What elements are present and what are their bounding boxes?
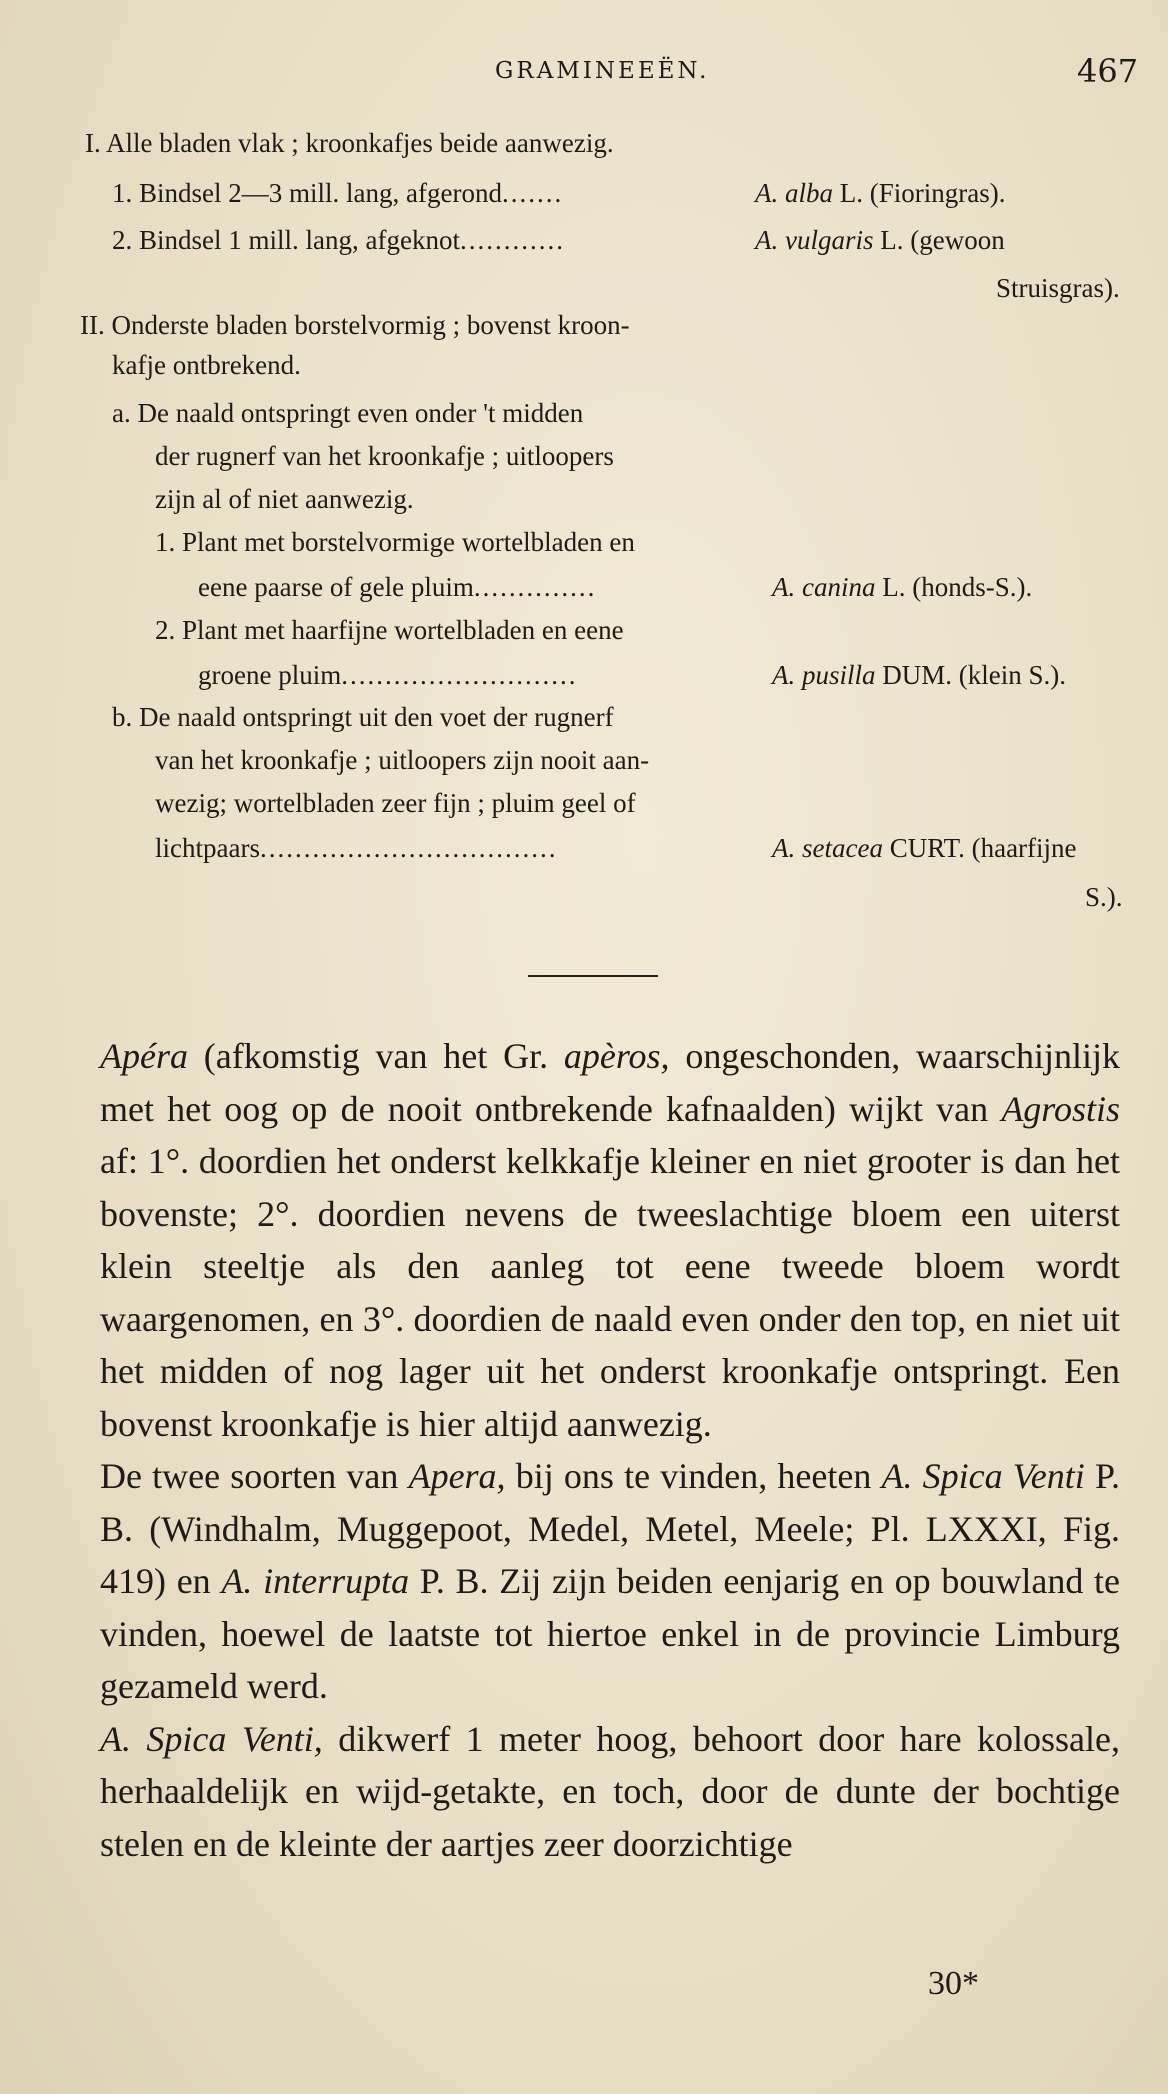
key-taxon-line [772,833,1077,864]
key-line [155,833,557,864]
taxon-author: DUM. [882,660,953,690]
common-name: (haarfijne [971,833,1077,863]
key-label: II. [80,310,105,340]
paragraph-spica-venti: A. Spica Venti, dikwerf 1 meter hoog, behoort door hare kolossale, herhaaldelijk en wijd-getakte, en toch, door de dunte der bochtige stelen en de kleinte der aartjes zeer doorzichtige [100,1718,1120,1864]
leader-dots: .................................. [259,833,558,863]
key-label: 2. [112,225,133,255]
key-line [112,225,565,256]
common-name: (klein S.). [958,660,1067,690]
key-line [996,273,1120,304]
common-name: (honds-S.). [912,572,1033,602]
key-line [85,128,614,159]
key-text: kafje ontbrekend. [112,350,301,380]
key-line [80,310,630,341]
taxon-author: L. [882,572,906,602]
key-taxon-line [755,178,1005,209]
page-header [0,52,1168,92]
leader-dots: ............ [459,225,565,255]
paragraph-apera: Apéra (afkomstig van het Gr. apèros, ongeschonden, waarschijnlijk met het oog op de nooit ontbrekende kafnaalden) wijkt van Agrostis af: 1°. doordien het onderst kelkkafje kleiner en niet grooter is dan het bovenste; 2°. doordien nevens de tweeslachtige bloem een uiterst klein steeltje als den aanleg tot eene tweede bloem wordt waargenomen, en 3°. doordien de naald even onder den top, en niet uit het midden of nog lager uit het onderst kroonkafje ontspringt. Een bovenst kroonkafje is hier altijd aanwezig. [100,1036,1120,1444]
taxon-author: L. [839,178,863,208]
key-text: Bindsel 2—3 mill. lang, afgerond [139,178,502,208]
key-text: zijn al of niet aanwezig. [155,484,414,514]
common-name: S.). [1085,882,1123,912]
key-line [155,788,636,819]
common-name: (gewoon [910,225,1005,255]
leader-dots: ........................... [341,660,578,690]
key-line [198,572,596,603]
common-name: (Fioringras). [869,178,1006,208]
taxon-name: A. setacea [772,833,883,863]
running-title: GRAMINEEËN. [495,58,710,84]
key-text: Onderste bladen borstelvormig ; bovenst kroon- [111,310,630,340]
page-number: 467 [1077,52,1139,90]
key-text: wezig; wortelbladen zeer fijn ; pluim geel of [155,788,636,818]
key-line [1085,882,1123,913]
key-label: I. [85,128,101,158]
key-label: b. [112,702,133,732]
paragraph-species: De twee soorten van Apera, bij ons te vinden, heeten A. Spica Venti P. B. (Windhalm, Muggepoot, Medel, Metel, Meele; Pl. LXXXI, Fig. 419) en A. interrupta P. B. Zij zijn beiden eenjarig en op bouwland te vinden, hoewel de laatste tot hiertoe enkel in de provincie Limburg gezameld werd. [100,1456,1121,1706]
taxon-name: A. pusilla [772,660,876,690]
key-line [155,441,614,472]
key-text: Plant met borstelvormige wortelbladen en [182,527,635,557]
key-label: 2. [155,615,176,645]
key-line [112,398,583,429]
key-line [155,484,414,515]
key-text: Alle bladen vlak ; kroonkafjes beide aanwezig. [106,128,614,158]
key-text: der rugnerf van het kroonkafje ; uitloopers [155,441,614,471]
key-label: 1. [112,178,133,208]
key-line [155,527,635,558]
key-text: van het kroonkafje ; uitloopers zijn nooit aan- [155,745,650,775]
key-line [198,660,577,691]
leader-dots: ....... [501,178,564,208]
leader-dots: .............. [473,572,597,602]
taxon-name: A. alba [755,178,833,208]
key-line [112,350,301,381]
key-line [155,745,649,776]
key-taxon-line [755,225,1005,256]
taxon-author: L. [880,225,904,255]
key-text: De naald ontspringt uit den voet der rugnerf [139,702,614,732]
section-divider [528,975,658,977]
key-taxon-line [772,572,1032,603]
key-text: lichtpaars [155,833,260,863]
taxon-author: CURT. [889,833,965,863]
taxon-name: A. canina [772,572,876,602]
body-text [50,1030,1120,1870]
key-label: a. [112,398,131,428]
key-line [155,615,624,646]
common-name: Struisgras). [996,273,1120,303]
key-text: Plant met haarfijne wortelbladen en eene [182,615,624,645]
taxon-name: A. vulgaris [755,225,874,255]
signature-mark: 30* [928,1965,979,2002]
key-line [112,178,563,209]
key-taxon-line [772,660,1066,691]
key-text: Bindsel 1 mill. lang, afgeknot [139,225,460,255]
key-line [112,702,614,733]
key-text: De naald ontspringt even onder 't midden [137,398,584,428]
key-text: groene pluim [198,660,342,690]
key-text: eene paarse of gele pluim [198,572,474,602]
key-label: 1. [155,527,176,557]
